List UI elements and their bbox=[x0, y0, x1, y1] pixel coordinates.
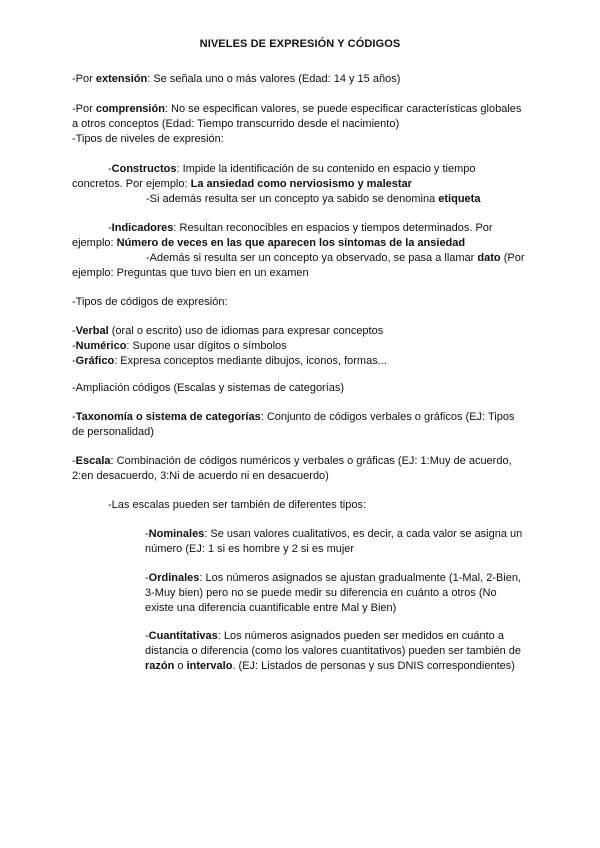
list-item bbox=[72, 339, 387, 354]
text: ejemplo: bbox=[72, 237, 117, 249]
paragraph-tipos-codigos: -Tipos de códigos de expresión: bbox=[72, 296, 228, 308]
text: - bbox=[72, 411, 76, 423]
text-line: ejemplo: Preguntas que tuvo bien en un examen bbox=[72, 267, 309, 279]
text: - bbox=[72, 340, 76, 352]
bold-term: Nominales bbox=[148, 528, 205, 540]
text: -Si además resulta ser un concepto ya sabido se denomina bbox=[146, 193, 439, 205]
text-line: número (EJ: 1 si es hombre y 2 si es mujer bbox=[145, 543, 355, 555]
bold-term: Gráfico bbox=[75, 355, 115, 367]
page-title: NIVELES DE EXPRESIÓN Y CÓDIGOS bbox=[199, 38, 401, 50]
bold-term: Constructos bbox=[111, 163, 177, 175]
bold-term: Verbal bbox=[75, 325, 109, 337]
paragraph-extension bbox=[72, 72, 400, 87]
paragraph-ordinales bbox=[145, 571, 521, 616]
text: - bbox=[72, 455, 76, 467]
bold-term: comprensión bbox=[95, 103, 165, 115]
bold-term: La ansiedad como nerviosismo y malestar bbox=[190, 178, 412, 190]
text: : Combinación de códigos numéricos y verbales o gráficas (EJ: 1:Muy de acuerdo, bbox=[110, 455, 512, 467]
text: - bbox=[145, 528, 149, 540]
text: : Se señala uno o más valores (Edad: 14 y 15 años) bbox=[147, 73, 401, 85]
text: -Por bbox=[72, 73, 96, 85]
text-line: a otros conceptos (Edad: Tiempo transcurrido desde el nacimiento) bbox=[72, 118, 400, 130]
text: - bbox=[145, 572, 149, 584]
text: : Los números asignados se ajustan gradualmente (1-Mal, 2-Bien, bbox=[199, 572, 522, 584]
bold-term: etiqueta bbox=[438, 193, 481, 205]
paragraph-indicadores bbox=[72, 221, 524, 281]
bold-term: extensión bbox=[95, 73, 148, 85]
text: . (EJ: Listados de personas y sus DNIS correspondientes) bbox=[232, 660, 515, 672]
list-item bbox=[72, 354, 387, 369]
bold-term: Numérico bbox=[75, 340, 127, 352]
bold-term: Escala bbox=[75, 455, 111, 467]
text: : Se usan valores cualitativos, es decir, a cada valor se asigna un bbox=[204, 528, 523, 540]
text: -Además si resulta ser un concepto ya observado, se pasa a llamar bbox=[146, 252, 478, 264]
list-codigos bbox=[72, 324, 387, 369]
text-line: de personalidad) bbox=[72, 426, 154, 438]
paragraph-ampliacion: -Ampliación códigos (Escalas y sistemas de categorías) bbox=[72, 382, 345, 394]
text: - bbox=[108, 163, 112, 175]
paragraph-cuantitativas bbox=[145, 629, 521, 674]
text: : Resultan reconocibles en espacios y tiempos determinados. Por bbox=[173, 222, 493, 234]
text: - bbox=[72, 355, 76, 367]
text: (Por bbox=[500, 252, 525, 264]
text-line: 3-Muy bien) pero no se puede medir su diferencia en cuánto a otros (No bbox=[145, 587, 497, 599]
text-line: -Tipos de niveles de expresión: bbox=[72, 133, 224, 145]
bold-term: Taxonomía o sistema de categorías bbox=[75, 411, 261, 423]
text: concretos. Por ejemplo: bbox=[72, 178, 191, 190]
text: : Los números asignados pueden ser medidos en cuánto a bbox=[217, 630, 504, 642]
paragraph-escala bbox=[72, 454, 512, 484]
paragraph-constructos bbox=[72, 162, 480, 207]
text: : Expresa conceptos mediante dibujos, iconos, formas... bbox=[114, 355, 387, 367]
text: (oral o escrito) uso de idiomas para expresar conceptos bbox=[108, 325, 384, 337]
text: - bbox=[145, 630, 149, 642]
text: -Por bbox=[72, 103, 96, 115]
paragraph-comprehension bbox=[72, 102, 521, 147]
bold-term: intervalo bbox=[186, 660, 233, 672]
text: o bbox=[174, 660, 187, 672]
paragraph-nominales bbox=[145, 527, 522, 557]
text-line: existe una diferencia cuantificable entre Mal y Bien) bbox=[145, 602, 397, 614]
text: : Impide la identificación de su contenido en espacio y tiempo bbox=[176, 163, 476, 175]
text-line: 2:en desacuerdo, 3:Ni de acuerdo ni en desacuerdo) bbox=[72, 470, 329, 482]
paragraph-taxonomia bbox=[72, 410, 514, 440]
text: : No se especifican valores, se puede especificar características globales bbox=[164, 103, 522, 115]
text-line: distancia o diferencia (como los valores cuantitativos) pueden ser también de bbox=[145, 645, 522, 657]
bold-term: dato bbox=[477, 252, 501, 264]
bold-term: Cuantitativas bbox=[148, 630, 218, 642]
paragraph-escalas-tipos: -Las escalas pueden ser también de diferentes tipos: bbox=[108, 499, 367, 511]
bold-term: Indicadores bbox=[111, 222, 174, 234]
bold-term: razón bbox=[145, 660, 175, 672]
list-item bbox=[72, 324, 387, 339]
text: - bbox=[108, 222, 112, 234]
text: : Supone usar dígitos o símbolos bbox=[126, 340, 287, 352]
text: - bbox=[72, 325, 76, 337]
text: : Conjunto de códigos verbales o gráficos (EJ: Tipos bbox=[260, 411, 515, 423]
bold-term: Número de veces en las que aparecen los síntomas de la ansiedad bbox=[116, 237, 466, 249]
bold-term: Ordinales bbox=[148, 572, 200, 584]
